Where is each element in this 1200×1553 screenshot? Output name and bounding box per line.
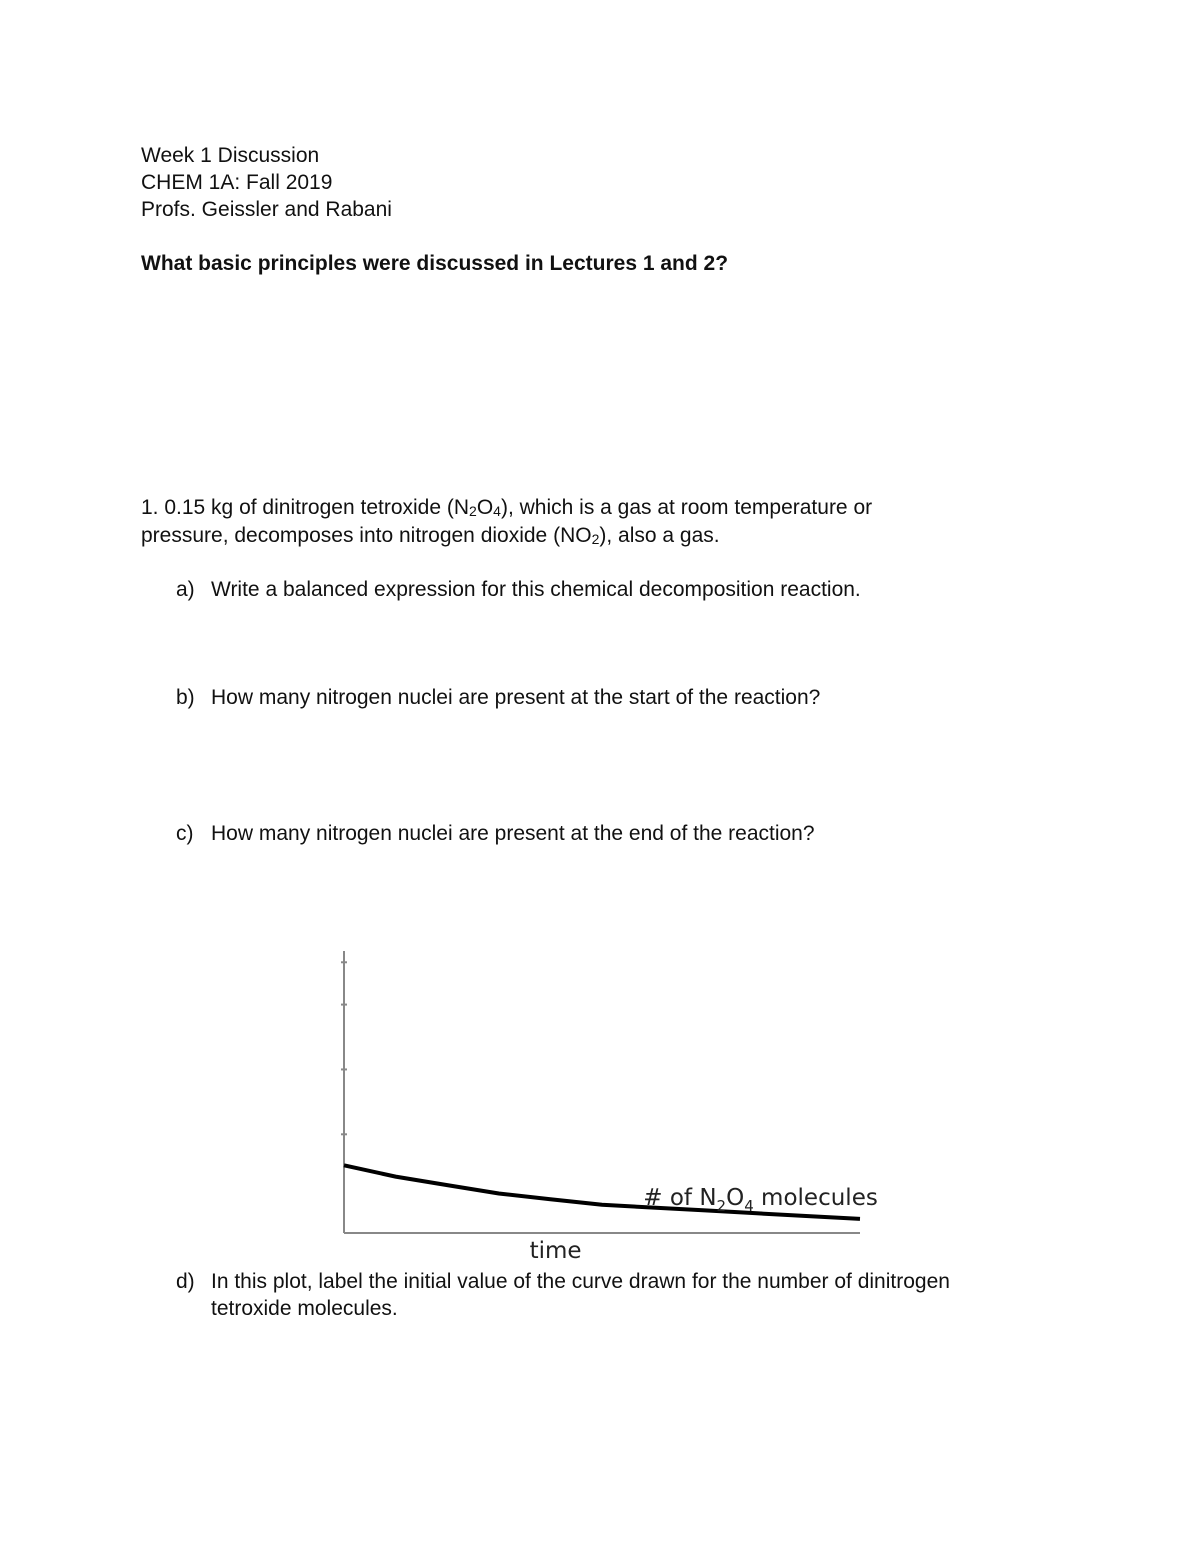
series-label-sub-2: 4 (744, 1196, 754, 1215)
problem-1-intro-line-2 (141, 522, 720, 549)
intro-text-a: 1. 0.15 kg of dinitrogen tetroxide (N (141, 496, 470, 519)
part-d-label: d) (176, 1270, 195, 1293)
x-axis-label: time (529, 1238, 582, 1264)
intro-text-c: ), which is a gas at room temperature or (500, 496, 873, 519)
header-line-1: Week 1 Discussion (141, 144, 320, 167)
series-label-part-3: molecules (753, 1184, 878, 1211)
decay-plot (320, 940, 880, 1270)
intro-line2-a: pressure, decomposes into nitrogen dioxide (NO (141, 524, 592, 547)
part-c-text: How many nitrogen nuclei are present at the end of the reaction? (211, 822, 815, 845)
part-b-text: How many nitrogen nuclei are present at the start of the reaction? (211, 686, 821, 709)
series-label-n2o4 (643, 1185, 878, 1215)
part-d-text-line-1: In this plot, label the initial value of the curve drawn for the number of dinitrogen (211, 1270, 950, 1293)
part-d-text-line-2: tetroxide molecules. (211, 1297, 398, 1320)
intro-line2-b: ), also a gas. (599, 524, 720, 547)
part-a-text: Write a balanced expression for this chemical decomposition reaction. (211, 578, 861, 601)
part-c-label: c) (176, 822, 194, 845)
discussion-prompt: What basic principles were discussed in Lectures 1 and 2? (141, 252, 729, 275)
series-label-sub-1: 2 (716, 1196, 727, 1215)
intro-line2-sub: 2 (591, 531, 600, 547)
part-b-label: b) (176, 686, 195, 709)
series-label-part-2: O (726, 1184, 745, 1211)
intro-text-b: O (476, 496, 494, 519)
header-line-2: CHEM 1A: Fall 2019 (141, 171, 333, 194)
series-label-part-1: # of N (643, 1184, 717, 1211)
problem-1-intro-line-1 (141, 494, 872, 521)
part-a-label: a) (176, 578, 195, 601)
intro-sub-n: 2 (469, 503, 477, 519)
intro-sub-o: 4 (493, 503, 501, 519)
header-line-3: Profs. Geissler and Rabani (141, 198, 392, 221)
